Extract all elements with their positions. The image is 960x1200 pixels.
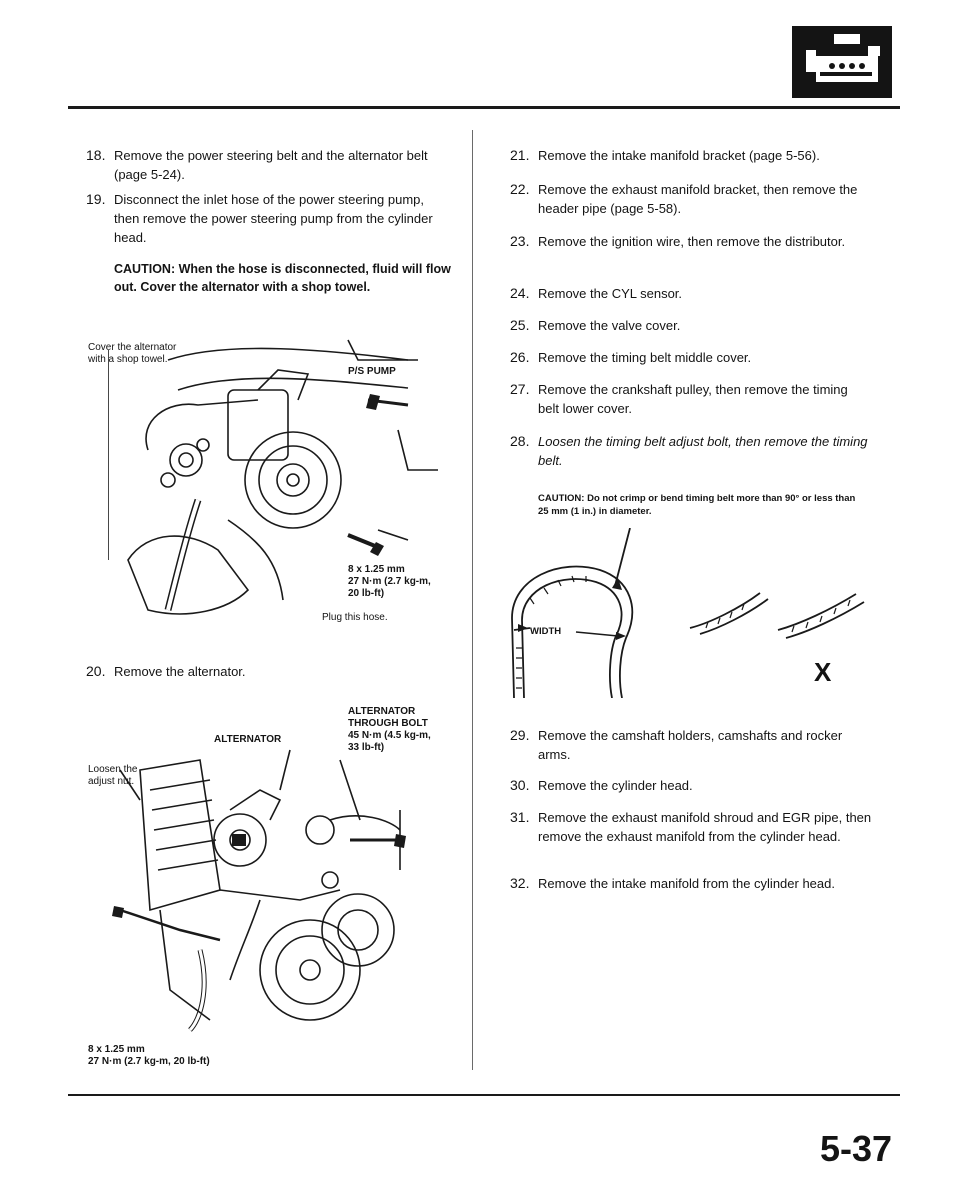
step-text: Remove the exhaust manifold shroud and EGR pipe, then remove the exhaust manifold from the cylinder head.: [538, 810, 872, 844]
step-number: 22.: [510, 181, 530, 197]
step-number: 27.: [510, 381, 530, 397]
step-28: [510, 432, 872, 472]
step-text: Loosen the timing belt adjust bolt, then remove the timing belt.: [538, 434, 868, 468]
step-18: [86, 146, 452, 186]
cover-note-line-2: with a shop towel.: [88, 354, 168, 365]
alternator-label: ALTERNATOR: [214, 734, 282, 745]
step-text: Remove the camshaft holders, camshafts and rocker arms.: [538, 728, 843, 762]
caution-timing-belt: CAUTION: Do not crimp or bend timing belt more than 90° or less than 25 mm (1 in.) in diameter.: [538, 493, 856, 517]
caution-hose-fluid: CAUTION: When the hose is disconnected, fluid will flow out. Cover the alternator with a shop towel.: [114, 262, 451, 294]
step-number: 18.: [86, 147, 106, 163]
page-number: 5-37: [819, 1128, 892, 1169]
through-bolt-line-3: 45 N·m (4.5 kg-m,: [348, 730, 431, 741]
step-number: 21.: [510, 147, 530, 163]
step-number: 26.: [510, 349, 530, 365]
step-number: 20.: [86, 663, 106, 679]
step-number: 24.: [510, 285, 530, 301]
step-32: [510, 874, 872, 914]
step-26: [510, 348, 872, 368]
step-text: Remove the cylinder head.: [538, 778, 693, 793]
step-text: Remove the intake manifold from the cylinder head.: [538, 876, 835, 891]
step-number: 23.: [510, 233, 530, 249]
column-divider: [472, 130, 473, 1070]
torque-label-line-1: 27 N·m (2.7 kg-m,: [348, 576, 431, 587]
step-number: 29.: [510, 727, 530, 743]
step-19: [86, 190, 452, 250]
step-23: [510, 232, 872, 272]
step-21: [510, 146, 872, 170]
power-steering-pump-figure: [108, 330, 448, 650]
step-number: 25.: [510, 317, 530, 333]
through-bolt-line-4: 33 lb-ft): [348, 742, 385, 753]
through-bolt-line-2: THROUGH BOLT: [348, 718, 428, 729]
step-number: 30.: [510, 777, 530, 793]
top-rule: [68, 106, 900, 109]
step-27: [510, 380, 872, 420]
step-25: [510, 316, 872, 336]
step-text: Remove the ignition wire, then remove the distributor.: [538, 234, 846, 249]
step-29: [510, 726, 872, 766]
step-text: Disconnect the inlet hose of the power steering pump, then remove the power steering pump from the cylinder head.: [114, 192, 433, 245]
alternator-figure: [100, 730, 460, 1040]
ps-pump-label: P/S PUMP: [348, 366, 396, 377]
torque-label-line-2: 20 lb-ft): [348, 588, 385, 599]
width-label: WIDTH: [530, 626, 562, 637]
step-text: Remove the CYL sensor.: [538, 286, 683, 301]
step-number: 31.: [510, 809, 530, 825]
through-bolt-line-1: ALTERNATOR: [348, 706, 416, 717]
step-text: Remove the intake manifold bracket (page 5-56).: [538, 148, 820, 163]
step-31: [510, 808, 872, 868]
step-text: Remove the timing belt middle cover.: [538, 350, 752, 365]
step-text: Remove the valve cover.: [538, 318, 681, 333]
loosen-nut-line-1: Loosen the: [88, 764, 138, 775]
step-text: Remove the power steering belt and the alternator belt (page 5-24).: [114, 148, 428, 182]
step-22: [510, 180, 872, 220]
step-text: Remove the alternator.: [114, 664, 246, 679]
bolt-size-label: 8 x 1.25 mm: [348, 564, 405, 575]
step-number: 19.: [86, 191, 106, 207]
wrong-bend-x-mark: X: [814, 657, 832, 687]
bottom-bolt-line-2: 27 N·m (2.7 kg-m, 20 lb-ft): [88, 1056, 210, 1067]
cover-note-line-1: Cover the alternator: [88, 342, 177, 353]
loosen-nut-line-2: adjust nut.: [88, 776, 135, 787]
step-text: Remove the crankshaft pulley, then remove the timing belt lower cover.: [538, 382, 848, 416]
step-20: [86, 662, 452, 682]
bottom-bolt-line-1: 8 x 1.25 mm: [88, 1044, 145, 1055]
step-30: [510, 776, 872, 796]
plug-hose-label: Plug this hose.: [322, 612, 388, 623]
step-number: 32.: [510, 875, 530, 891]
engine-section-icon: [792, 26, 892, 98]
step-text: Remove the exhaust manifold bracket, then remove the header pipe (page 5-58).: [538, 182, 858, 216]
bottom-rule: [68, 1094, 900, 1096]
step-number: 28.: [510, 433, 530, 449]
step-24: [510, 284, 872, 304]
